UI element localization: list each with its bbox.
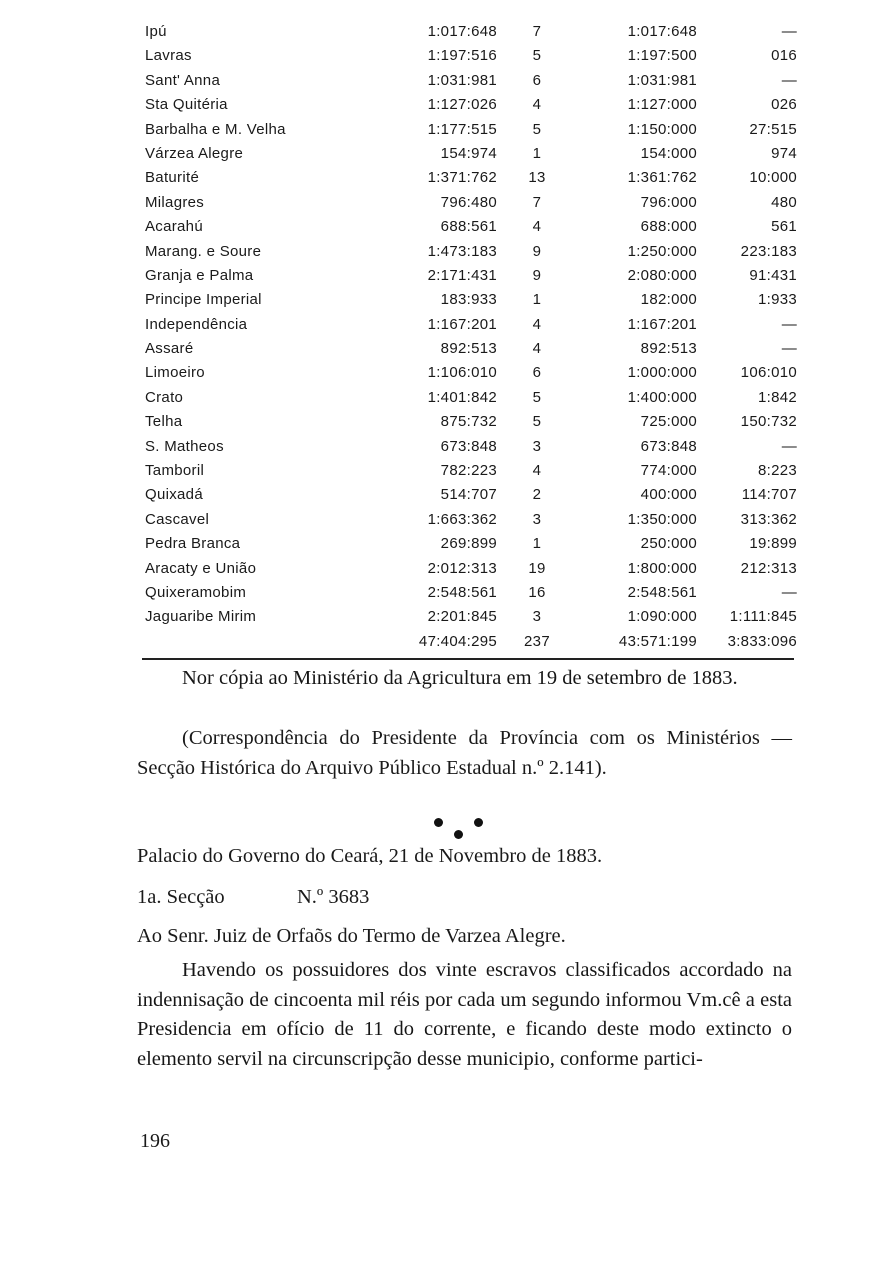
cell-diff: 150:732 <box>740 413 797 431</box>
table-row <box>145 94 805 118</box>
cell-paid: 725:000 <box>640 413 697 431</box>
cell-diff: 91:431 <box>749 266 797 284</box>
cell-total: 1:473:183 <box>427 242 497 260</box>
table-row <box>145 45 805 69</box>
cell-diff: — <box>781 437 797 455</box>
cell-count: 4 <box>532 340 542 358</box>
table-row <box>145 460 805 484</box>
cell-count: 2 <box>532 486 542 504</box>
letter-place-date: Palacio do Governo do Ceará, 21 de Novembro de 1883. <box>137 845 603 867</box>
table-row <box>145 70 805 94</box>
cell-count: 1 <box>532 535 542 553</box>
cell-count: 9 <box>532 242 542 260</box>
cell-name: Telha <box>145 413 183 431</box>
cell-diff: 1:842 <box>757 388 797 406</box>
cell-diff: 212:313 <box>740 559 797 577</box>
cell-total: 1:167:201 <box>427 315 497 333</box>
table-row <box>145 21 805 45</box>
table-row <box>145 216 805 240</box>
cell-paid: 2:548:561 <box>627 583 697 601</box>
cell-name: Baturité <box>145 169 200 187</box>
cell-diff: — <box>781 71 797 89</box>
cell-count: 19 <box>528 559 546 577</box>
cell-name: Sant' Anna <box>145 71 221 89</box>
cell-diff: 106:010 <box>740 364 797 382</box>
cell-name: Crato <box>145 388 184 406</box>
cell-total: 1:371:762 <box>427 169 497 187</box>
cell-total: 1:401:842 <box>427 388 497 406</box>
cell-count: 6 <box>532 364 542 382</box>
copy-note: Nor cópia ao Ministério da Agricultura em 19 de setembro de 1883. <box>182 667 738 689</box>
cell-diff: 10:000 <box>749 169 797 187</box>
cell-paid: 1:127:000 <box>627 96 697 114</box>
cell-count: 3 <box>532 608 542 626</box>
section-ornament <box>434 816 494 846</box>
total-diff: 3:833:096 <box>727 632 797 650</box>
cell-count: 13 <box>528 169 546 187</box>
table-row <box>145 606 805 630</box>
cell-diff: — <box>781 315 797 333</box>
cell-name: Várzea Alegre <box>145 144 244 162</box>
cell-paid: 1:167:201 <box>627 315 697 333</box>
table-row <box>145 533 805 557</box>
table-row <box>145 167 805 191</box>
cell-total: 1:663:362 <box>427 510 497 528</box>
table-row <box>145 411 805 435</box>
cell-name: Cascavel <box>145 510 210 528</box>
cell-total: 1:127:026 <box>427 96 497 114</box>
cell-count: 1 <box>532 144 542 162</box>
cell-name: Milagres <box>145 193 205 211</box>
cell-count: 4 <box>532 218 542 236</box>
cell-paid: 1:250:000 <box>627 242 697 260</box>
cell-paid: 1:800:000 <box>627 559 697 577</box>
cell-paid: 154:000 <box>640 144 697 162</box>
cell-name: Assaré <box>145 340 194 358</box>
table-row <box>145 143 805 167</box>
cell-total: 2:171:431 <box>427 266 497 284</box>
cell-paid: 1:197:500 <box>627 47 697 65</box>
total-total: 47:404:295 <box>418 632 497 650</box>
table-row <box>145 436 805 460</box>
cell-count: 7 <box>532 23 542 40</box>
cell-total: 796:480 <box>440 193 497 211</box>
cell-name: Quixeramobim <box>145 583 247 601</box>
cell-name: Jaguaribe Mirim <box>145 608 257 626</box>
cell-name: S. Matheos <box>145 437 224 455</box>
cell-count: 5 <box>532 47 542 65</box>
cell-diff: 1:933 <box>757 291 797 309</box>
cell-name: Limoeiro <box>145 364 205 382</box>
cell-total: 1:197:516 <box>427 47 497 65</box>
cell-diff: 026 <box>771 96 797 114</box>
table-row <box>145 192 805 216</box>
cell-paid: 774:000 <box>640 462 697 480</box>
totals-row <box>145 631 805 655</box>
cell-name: Independência <box>145 315 248 333</box>
cell-diff: — <box>781 340 797 358</box>
cell-total: 673:848 <box>440 437 497 455</box>
cell-name: Acarahú <box>145 218 203 236</box>
cell-total: 688:561 <box>440 218 497 236</box>
cell-total: 875:732 <box>440 413 497 431</box>
cell-paid: 1:400:000 <box>627 388 697 406</box>
cell-name: Pedra Branca <box>145 535 241 553</box>
table-row <box>145 265 805 289</box>
cell-paid: 1:150:000 <box>627 120 697 138</box>
cell-diff: 313:362 <box>740 510 797 528</box>
table-row <box>145 241 805 265</box>
cell-diff: 1:111:845 <box>729 608 797 626</box>
cell-count: 4 <box>532 462 542 480</box>
letter-addressee: Ao Senr. Juiz de Orfaõs do Termo de Varzea Alegre. <box>137 925 566 947</box>
cell-diff: 223:183 <box>740 242 797 260</box>
cell-count: 7 <box>532 193 542 211</box>
cell-paid: 892:513 <box>640 340 697 358</box>
section-divider <box>142 658 794 660</box>
cell-name: Lavras <box>145 47 192 65</box>
cell-diff: 27:515 <box>749 120 797 138</box>
table-row <box>145 338 805 362</box>
source-reference: (Correspondência do Presidente da Província com os Ministérios — Secção Histórica do Arquivo Público Estadual n.º 2.141). <box>137 727 792 779</box>
table-row <box>145 314 805 338</box>
cell-count: 4 <box>532 96 542 114</box>
cell-count: 6 <box>532 71 542 89</box>
table-row <box>145 289 805 313</box>
cell-diff: 480 <box>771 193 797 211</box>
cell-paid: 673:848 <box>640 437 697 455</box>
letter-section: 1a. Secção <box>137 886 225 908</box>
cell-total: 269:899 <box>440 535 497 553</box>
cell-diff: 114:707 <box>741 486 797 504</box>
cell-diff: 974 <box>771 144 797 162</box>
cell-total: 183:933 <box>440 291 497 309</box>
letter-body: Havendo os possuidores dos vinte escravos classificados accordado na indennisação de cincoenta mil réis por cada um segundo informou Vm.cê a esta Presidencia em ofício de 11 do corrente, e ficando deste modo extincto o elemento servil na circunscripção desse municipio, conforme partici- <box>137 959 792 1070</box>
cell-diff: — <box>781 23 797 40</box>
table-row <box>145 119 805 143</box>
cell-name: Aracaty e União <box>145 559 257 577</box>
cell-name: Granja e Palma <box>145 266 254 284</box>
cell-count: 3 <box>532 510 542 528</box>
cell-diff: 016 <box>771 47 797 65</box>
cell-total: 154:974 <box>440 144 497 162</box>
table-row <box>145 387 805 411</box>
cell-name: Quixadá <box>145 486 203 504</box>
cell-total: 1:031:981 <box>427 71 497 89</box>
cell-paid: 1:090:000 <box>627 608 697 626</box>
cell-paid: 1:350:000 <box>627 510 697 528</box>
cell-paid: 182:000 <box>640 291 697 309</box>
cell-paid: 250:000 <box>640 535 697 553</box>
cell-diff: 19:899 <box>749 535 797 553</box>
cell-count: 5 <box>532 388 542 406</box>
total-paid: 43:571:199 <box>618 632 697 650</box>
letter-number: N.º 3683 <box>297 886 370 908</box>
table-row <box>145 509 805 533</box>
cell-name: Marang. e Soure <box>145 242 262 260</box>
cell-total: 892:513 <box>440 340 497 358</box>
cell-paid: 688:000 <box>640 218 697 236</box>
cell-name: Barbalha e M. Velha <box>145 120 286 138</box>
table-row <box>145 558 805 582</box>
cell-total: 2:201:845 <box>427 608 497 626</box>
cell-diff: 8:223 <box>757 462 797 480</box>
cell-diff: 561 <box>771 218 797 236</box>
table-row <box>145 484 805 508</box>
cell-count: 1 <box>532 291 542 309</box>
cell-paid: 796:000 <box>640 193 697 211</box>
cell-paid: 1:031:981 <box>627 71 697 89</box>
cell-count: 3 <box>532 437 542 455</box>
cell-paid: 1:361:762 <box>627 169 697 187</box>
cell-total: 1:017:648 <box>427 23 497 40</box>
cell-total: 1:177:515 <box>427 120 497 138</box>
cell-name: Tamboril <box>145 462 205 480</box>
total-count: 237 <box>524 632 550 650</box>
cell-count: 9 <box>532 266 542 284</box>
cell-total: 2:548:561 <box>427 583 497 601</box>
cell-paid: 2:080:000 <box>627 266 697 284</box>
cell-paid: 1:017:648 <box>627 23 697 40</box>
cell-count: 4 <box>532 315 542 333</box>
cell-total: 2:012:313 <box>427 559 497 577</box>
cell-total: 1:106:010 <box>427 364 497 382</box>
page-number: 196 <box>140 1130 170 1152</box>
cell-total: 514:707 <box>440 486 497 504</box>
cell-name: Sta Quitéria <box>145 96 228 114</box>
table-row <box>145 362 805 386</box>
cell-count: 5 <box>532 120 542 138</box>
cell-name: Ipú <box>145 23 167 40</box>
cell-name: Principe Imperial <box>145 291 262 309</box>
cell-paid: 400:000 <box>640 486 697 504</box>
cell-paid: 1:000:000 <box>627 364 697 382</box>
cell-count: 16 <box>528 583 546 601</box>
cell-total: 782:223 <box>440 462 497 480</box>
table-row <box>145 582 805 606</box>
cell-diff: — <box>781 583 797 601</box>
indemnity-table <box>145 21 805 655</box>
cell-count: 5 <box>532 413 542 431</box>
